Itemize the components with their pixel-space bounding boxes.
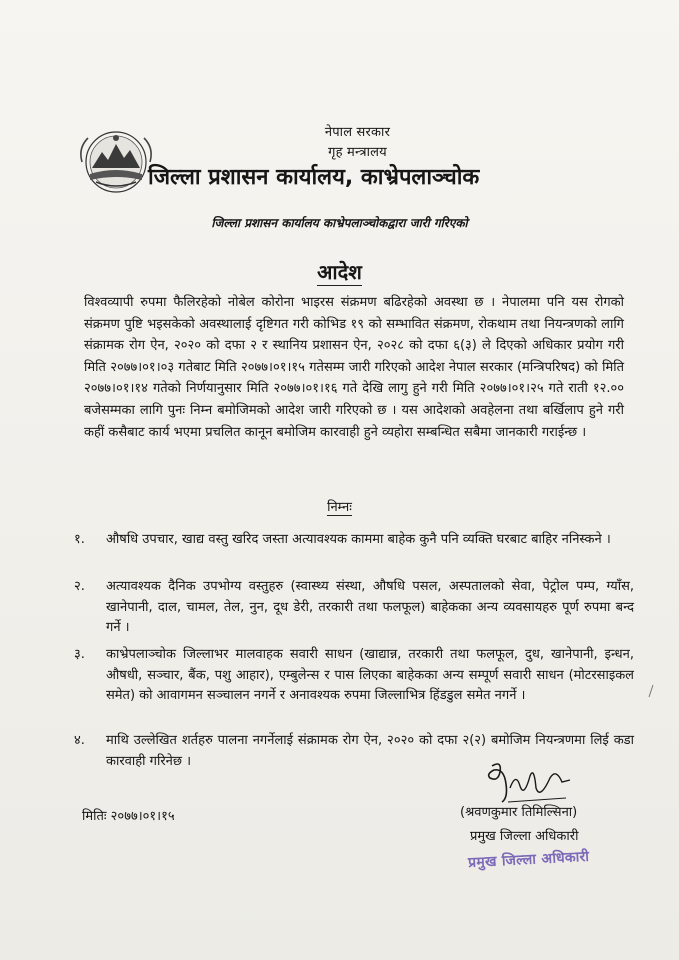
official-stamp: प्रमुख जिल्ला अधिकारी (467, 848, 590, 872)
list-item-number: ४. (74, 733, 85, 748)
subheading-text: निम्नः (327, 500, 352, 515)
signer-name: (श्रवणकुमार तिमिल्सिना) (460, 805, 578, 820)
list-item (74, 530, 634, 551)
order-title (0, 258, 679, 285)
signature-icon (480, 758, 580, 808)
list-item-number: २. (74, 579, 85, 594)
list-item (74, 645, 634, 707)
government-name: नेपाल सरकार (324, 125, 391, 140)
list-item-text: औषधि उपचार, खाद्य वस्तु खरिद जस्ता अत्यावश्यक काममा बाहेक कुनै पनि व्यक्ति घरबाट बाहिर ननिस्कने । (106, 532, 611, 547)
list-item-number: १. (74, 532, 85, 547)
body-paragraph: विश्वव्यापी रुपमा फैलिरहेको नोबेल कोरोना भाइरस संक्रमण बढिरहेको अवस्था छ । नेपालमा पनि यस रोगको संक्रमण पुष्टि भइसकेको अवस्थालाई दृष्टिगत गरी कोभिड १९ को सम्भावित संक्रमण, रोकथाम तथा नियन्त्रणको लागि संक्रामक रोग ऐन, २०२० को दफा २ र स्थानिय प्रशासन ऐन, २०२८ को दफा ६(३) ले दिएको अधिकार प्रयोग गरी मिति २०७७।०१।०३ गतेबाट मिति २०७७।०१।१५ गतेसम्म जारी गरिएको आदेश नेपाल सरकार (मन्त्रिपरिषद) को मिति २०७७।०१।१४ गतेको निर्णयानुसार मिति २०७७।०१।१६ गते देखि लागु हुने गरी मिति २०७७।०१।२५ गते राती १२.०० बजेसम्मका लागि पुनः निम्न बमोजिमको आदेश जारी गरिएको छ । यस आदेशको अवहेलना तथा बर्खिलाप हुने गरी कहीं कसैबाट कार्य भएमा प्रचलित कानून बमोजिम कारवाही हुने व्यहोरा सम्बन्धित सबैमा जानकारी गराईन्छ । (84, 295, 624, 440)
list-item-text: माथि उल्लेखित शर्तहरु पालना नगर्नेलाई संक्रामक रोग ऐन, २०२० को दफा २(२) बमोजिम नियन्त्रणमा लिई कडा कारवाही गरिनेछ । (106, 733, 634, 769)
paper-mark-icon (648, 684, 654, 698)
office-name: जिल्ला प्रशासन कार्यालय, काभ्रेपलाञ्चोक (148, 165, 480, 190)
issued-by-line: जिल्ला प्रशासन कार्यालय काभ्रेपलाञ्चोकद्वारा जारी गरिएको (211, 216, 468, 230)
list-item-number: ३. (74, 647, 85, 662)
list-item-text: अत्यावश्यक दैनिक उपभोग्य वस्तुहरु (स्वास्थ्य संस्था, औषधि पसल, अस्पतालको सेवा, पेट्रोल पम्प, ग्याँस, खानेपानी, दाल, चामल, तेल, नुन, दूध डेरी, तरकारी तथा फलफूल) बाहेकका अन्य व्यवसायहरु पूर्ण रुपमा बन्द गर्ने । (106, 579, 634, 635)
signer-title: प्रमुख जिल्ला अधिकारी (470, 829, 579, 844)
list-item-text: काभ्रेपलाञ्चोक जिल्लाभर मालवाहक सवारी साधन (खाद्यान्न, तरकारी तथा फलफूल, दुध, खानेपानी, इन्धन, औषधी, सञ्चार, बैंक, पशु आहार), एम्बुलेन्स र पास लिएका बाहेकका अन्य सम्पूर्ण सवारी साधन (मोटरसाइकल समेत) को आवागमन सञ्चालन नगर्ने र अनावश्यक रुपमा जिल्लाभित्र हिंडडुल समेत नगर्ने । (106, 647, 634, 703)
list-item (74, 577, 634, 639)
order-title-text: आदेश (317, 260, 362, 284)
subheading (0, 497, 679, 515)
ministry-name: गृह मन्त्रालय (328, 145, 387, 160)
document-date: मितिः २०७७।०१।१५ (82, 809, 175, 824)
